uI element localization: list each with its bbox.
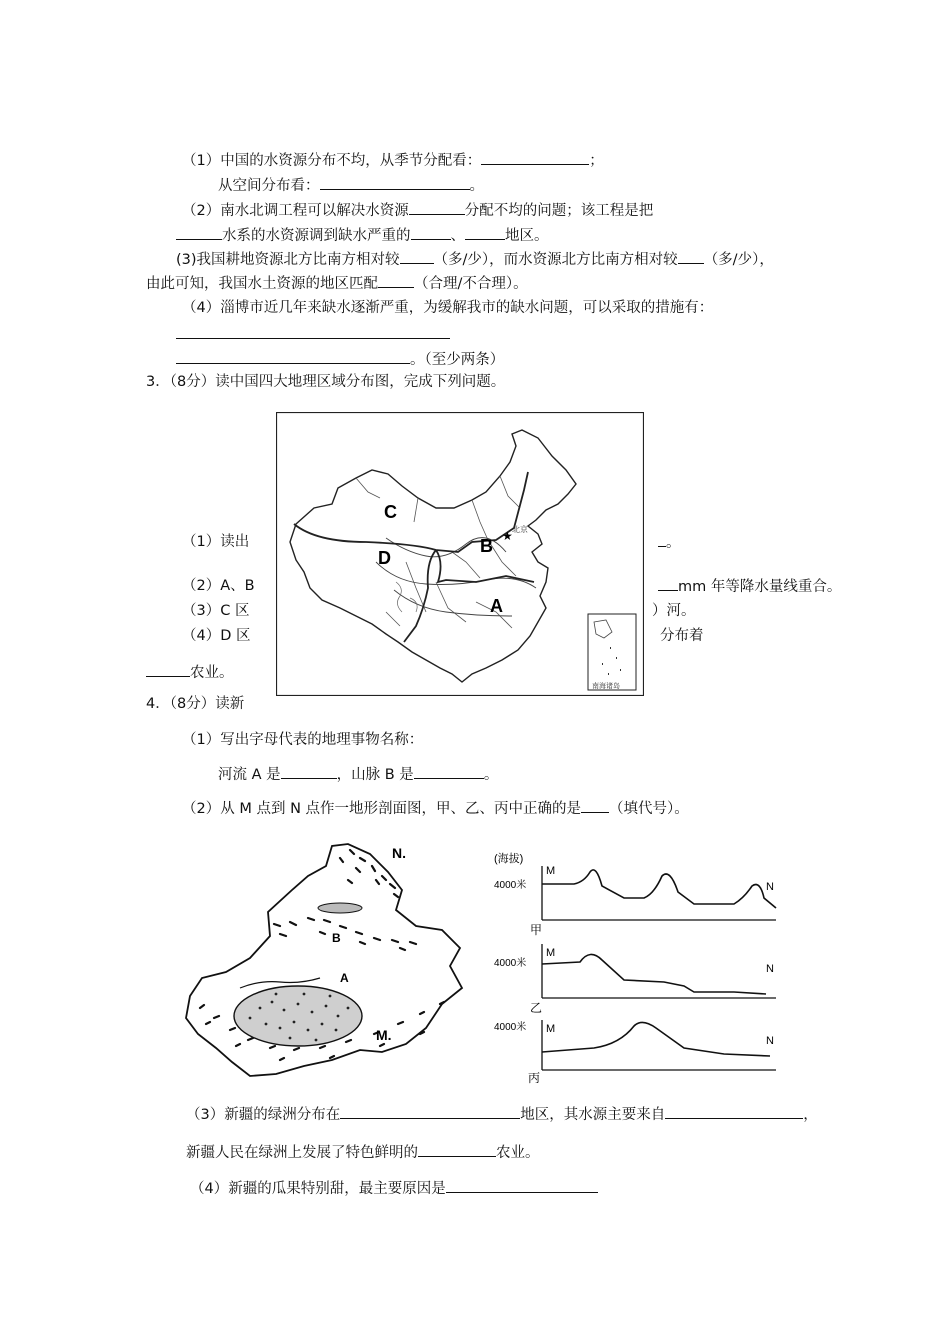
q4-part4: （4）新疆的瓜果特别甜，最主要原因是 xyxy=(190,1178,598,1199)
q4-part1: （1）写出字母代表的地理事物名称： xyxy=(182,732,424,748)
south-china-sea-inset xyxy=(588,614,636,690)
profile3-n-label: N xyxy=(766,1035,774,1047)
profile3-m-label: M xyxy=(546,1023,556,1035)
q4-part1-answers: 河流 A 是 ，山脉 B 是 。 xyxy=(218,764,498,785)
answer-blank[interactable] xyxy=(320,175,470,190)
profile2-label: 乙 xyxy=(530,1001,543,1015)
profile2-m-label: M xyxy=(546,947,556,959)
answer-blank[interactable] xyxy=(678,249,704,264)
region-label-a: A xyxy=(490,596,503,616)
q3-part4-start: （4）D 区 xyxy=(182,628,251,644)
q4-title: 4．（8分）读新 xyxy=(146,696,245,712)
profile1-line xyxy=(542,870,776,908)
answer-blank[interactable] xyxy=(146,662,190,677)
point-n-label: N. xyxy=(392,845,406,861)
answer-blank[interactable] xyxy=(378,273,414,288)
region-label-c: C xyxy=(384,502,397,522)
answer-blank[interactable] xyxy=(409,200,465,215)
junggar-basin xyxy=(318,903,362,913)
altitude-4000-label: 4000米 xyxy=(494,880,527,891)
q3-part4-line2: 农业。 xyxy=(146,662,234,683)
q2-part2-line2: 水系的水资源调到缺水严重的 、 地区。 xyxy=(176,225,549,246)
answer-blank[interactable] xyxy=(176,349,410,364)
answer-blank[interactable] xyxy=(581,798,609,813)
profile3-label: 丙 xyxy=(528,1071,541,1085)
answer-blank[interactable] xyxy=(481,150,589,165)
terrain-profiles xyxy=(494,848,786,1086)
q3-part3-start: （3）C 区 xyxy=(182,603,250,619)
tarim-basin xyxy=(234,986,362,1046)
region-label-b: B xyxy=(480,536,493,556)
q2-part4-line1: （4）淄博市近几年来缺水逐渐严重，为缓解我市的缺水问题，可以采取的措施有： xyxy=(182,300,714,316)
answer-blank[interactable] xyxy=(411,225,451,240)
q2-part2-line1: （2）南水北调工程可以解决水资源 分配不均的问题；该工程是把 xyxy=(182,200,653,221)
q3-part2-end: mm 年等降水量线重合。 xyxy=(658,576,841,597)
answer-blank[interactable] xyxy=(176,225,222,240)
beijing-label: 北京 xyxy=(512,525,528,534)
q3-part1-end: 。 xyxy=(658,532,681,553)
profile2-n-label: N xyxy=(766,963,774,975)
profile1-n-label: N xyxy=(766,881,774,893)
q3-title: 3．（8分）读中国四大地理区域分布图，完成下列问题。 xyxy=(146,374,506,390)
inset-label: 南海诸岛 xyxy=(592,683,620,690)
q4-part3-line1: （3）新疆的绿洲分布在 地区，其水源主要来自 ， xyxy=(186,1104,818,1125)
altitude-axis-label: (海拔) xyxy=(494,853,524,865)
profile3-line xyxy=(542,1022,770,1056)
mountain-b-label: B xyxy=(332,931,341,945)
answer-blank[interactable] xyxy=(665,1104,803,1119)
point-m-label: M. xyxy=(376,1027,392,1043)
river-a-label: A xyxy=(340,971,349,985)
answer-blank[interactable] xyxy=(465,225,505,240)
capital-star-icon: ★ xyxy=(502,529,513,543)
q2-part4-line2 xyxy=(176,324,450,345)
q3-part2-start: （2）A、B xyxy=(182,578,255,594)
xinjiang-map xyxy=(180,838,472,1090)
q2-part1-line1: （1）中国的水资源分布不均，从季节分配看： ； xyxy=(182,150,604,171)
region-label-d: D xyxy=(378,548,391,568)
profile2-line xyxy=(542,954,766,994)
answer-blank[interactable] xyxy=(658,576,678,591)
answer-blank[interactable] xyxy=(281,764,337,779)
q2-part3-line1: (3)我国耕地资源北方比南方相对较 （多/少），而水资源北方比南方相对较 （多/少）， xyxy=(176,249,774,270)
answer-blank[interactable] xyxy=(658,532,666,547)
svg-text:4000米: 4000米 xyxy=(494,958,527,969)
svg-text:4000米: 4000米 xyxy=(494,1022,527,1033)
answer-blank[interactable] xyxy=(176,324,450,339)
q2-part3-line2: 由此可知，我国水土资源的地区匹配 （合理/不合理）。 xyxy=(146,273,528,294)
profile1-label: 甲 xyxy=(530,923,543,937)
answer-blank[interactable] xyxy=(340,1104,520,1119)
q4-part2: （2）从 M 点到 N 点作一地形剖面图，甲、乙、丙中正确的是 （填代号）。 xyxy=(182,798,689,819)
answer-blank[interactable] xyxy=(446,1178,598,1193)
q2-part1-line2: 从空间分布看： 。 xyxy=(218,175,484,196)
answer-blank[interactable] xyxy=(400,249,434,264)
q3-part1-start: （1）读出 xyxy=(182,534,250,550)
answer-blank[interactable] xyxy=(414,764,484,779)
china-regions-map xyxy=(276,412,644,696)
q4-part3-line2: 新疆人民在绿洲上发展了特色鲜明的 农业。 xyxy=(186,1142,540,1163)
q3-part3-end: ）河。 xyxy=(652,603,696,619)
q3-part4-end: 分布着 xyxy=(660,628,704,644)
profile1-m-label: M xyxy=(546,865,556,877)
answer-blank[interactable] xyxy=(418,1142,496,1157)
q2-part4-line3: 。（至少两条） xyxy=(176,349,504,370)
